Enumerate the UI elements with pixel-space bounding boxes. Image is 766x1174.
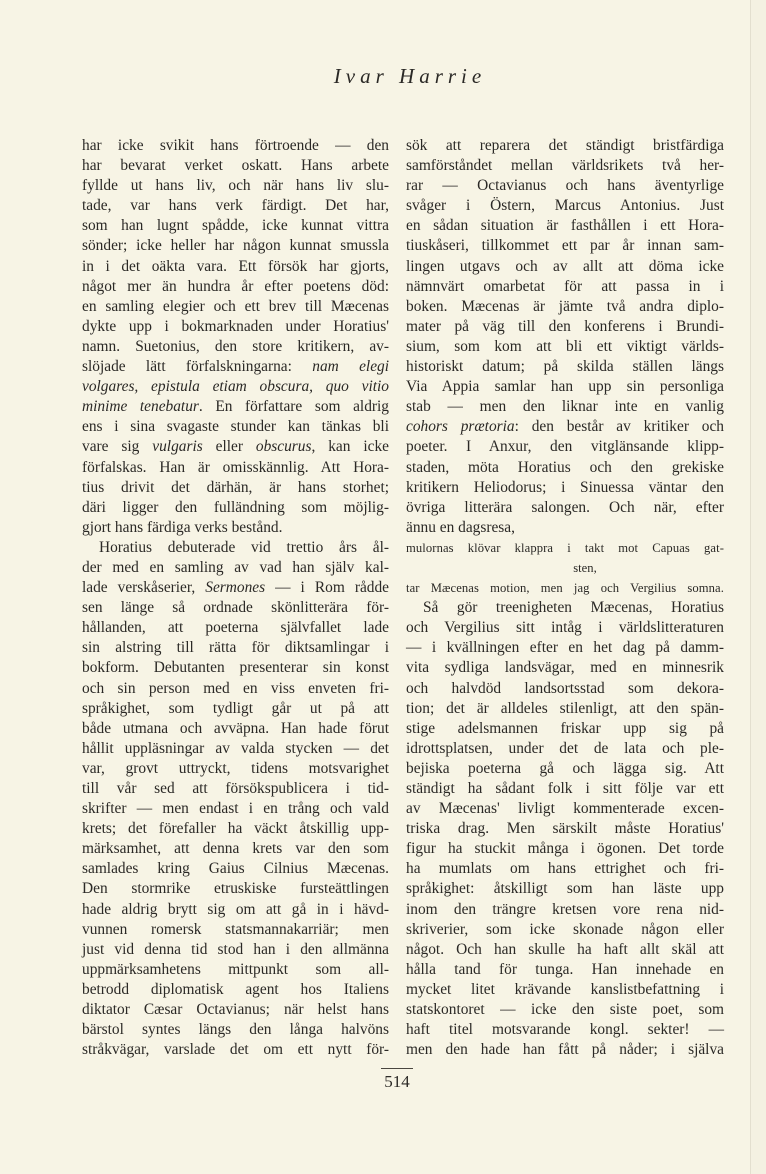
text-segment: hade aldrig brytt sig om att gå in i hävd- [82,900,389,918]
text-segment: något. Och han skulle ha haft allt skäl att [406,940,724,958]
text-segment: som han lugnt spådde, icke kunnat vittra [82,217,389,235]
text-line [406,779,724,799]
text-line [82,900,389,920]
text-line [406,759,724,779]
text-line [406,156,724,176]
text-segment: mulornas klövar klappra i takt mot Capuas gat- [406,540,724,555]
text-segment: men den hade han fått på nåder; i själva [406,1041,724,1059]
text-line [406,1000,724,1020]
text-segment: övriga litterära salongen. Och när, efter [406,498,724,516]
text-segment: Via Appia samlar han upp sin personliga [406,378,724,396]
text-line [82,558,389,578]
text-segment: samförståndet mellan världsrikets två her- [406,157,724,175]
text-segment: språkighet, som tydligt går ut på att [82,699,389,717]
text-segment: stråkvägar, varslade det om ett nytt för- [82,1041,389,1059]
text-line [406,920,724,940]
text-segment: och halvdöd landsortsstad som dekora- [406,679,724,697]
text-segment: staden, möta Horatius och den grekiske [406,458,724,476]
text-line [82,719,389,739]
text-segment: betrodd diplomatisk agent hos Italiens [82,980,389,998]
text-line [406,397,724,417]
text-segment: der med en samling av vad han själv kal- [82,558,389,576]
text-line [82,397,389,417]
text-segment: . En författare som aldrig [198,398,389,416]
text-segment: sönder; icke heller har någon kunnat smussla [82,237,389,255]
text-line [82,779,389,799]
text-segment: tion; det är alldeles stilenligt, att den spän- [406,699,724,717]
text-segment: poeter. I Anxur, den vitglänsande klipp- [406,438,724,456]
text-line [82,437,389,457]
italic-text: vulgaris [152,438,203,456]
text-segment: vunnen romersk statsmannakarriär; men [82,920,389,938]
text-line [82,518,389,538]
text-line [406,879,724,899]
text-line [82,819,389,839]
text-segment: en sådan situation är fasthållen i ett Hora- [406,217,724,235]
text-line [82,960,389,980]
text-line [406,377,724,397]
text-segment: sium, som kom att bli ett viktigt världs- [406,337,724,355]
text-segment: vita sydliga landsvägar, med en minnesrik [406,659,724,677]
text-line [82,196,389,216]
text-segment: och Vergilius sitt intåg i världslitteraturen [406,619,724,637]
text-line [82,277,389,297]
text-line [82,920,389,940]
text-line [406,1040,724,1060]
text-segment: : den består av kritiker och [514,418,724,436]
text-segment: tade, var hans verk färdigt. Det har, [82,197,389,215]
text-line [82,478,389,498]
text-segment: tiuskåseri, tillkommet ett par år innan sam- [406,237,724,255]
text-segment: var, grovt uttryckt, tidens motsvarighet [82,759,389,777]
text-segment: stige adelsmannen friskar upp sig på [406,719,724,737]
text-line [82,538,389,558]
text-segment: sök att reparera det ständigt bristfärdiga [406,137,724,154]
text-segment: och sin person med en viss enveten fri- [82,679,389,697]
text-line [82,297,389,317]
text-segment: eller [202,438,256,456]
text-line [82,498,389,518]
text-line [406,859,724,879]
text-line [406,498,724,518]
text-segment: mycket litet krävande kanslistbefattning i [406,980,724,998]
text-segment: rar — Octavianus och hans äventyrlige [406,177,724,195]
text-segment: slöjade lätt förfalskningarna: [82,358,313,376]
text-segment: tar Mæcenas motion, men jag och Vergilius somna. [406,581,724,596]
text-segment: bejiska poeterna gå och lägga sig. Att [406,759,724,777]
verse-line [406,538,724,558]
text-segment: idrottsplatsen, under det de lata och ple- [406,739,724,757]
text-segment: tius drivit det därhän, är hans storhet; [82,478,389,496]
text-line [406,136,724,156]
text-column-left [82,136,389,1060]
text-line [82,317,389,337]
text-line [406,216,724,236]
text-line [406,679,724,699]
verse-line [406,578,724,598]
text-segment: mater på väg till den konferens i Brundi- [406,317,724,335]
text-segment: har icke svikit hans förtroende — den [82,137,389,154]
text-segment: sten, [573,560,597,575]
text-line [406,257,724,277]
text-line [406,1020,724,1040]
text-line [406,277,724,297]
text-line [82,879,389,899]
text-segment: ständigt ha sådant folk i sitt följe var ett [406,780,724,797]
text-line [406,980,724,1000]
text-segment: sin alstring till rätta för diktsamlingar i [82,639,389,657]
text-line [82,136,389,156]
text-line [406,337,724,357]
text-segment: av Mæcenas' livligt kommenterade excen- [406,800,724,818]
text-line [406,478,724,498]
text-line [406,719,724,739]
text-line [82,176,389,196]
text-segment: ännu en dagsresa, [406,518,515,536]
text-line [82,216,389,236]
text-segment: in i det oäkta vara. Ett försök har gjorts, [82,257,389,275]
text-segment: hållit uppläsningar av valda stycken — det [82,739,389,757]
text-segment: stab — men den liknar inte en vanlig [406,398,724,416]
text-line [406,417,724,437]
text-segment: märksamhet, att denna krets var den som [82,840,389,858]
text-line [406,739,724,759]
text-segment: dykte upp i bokmarknaden under Horatius' [82,317,389,335]
text-segment: till vår sed att försökspublicera i tid- [82,780,389,797]
text-segment: haft titel motsvarande kongl. sekter! — [406,1021,724,1039]
text-segment: samlades kring Gaius Cilnius Mæcenas. [82,860,389,878]
text-line [82,1040,389,1060]
text-segment: lade verskåserier, [82,579,206,597]
text-segment: uppmärksamhetens mittpunkt som all- [82,960,389,978]
text-line [406,317,724,337]
text-segment: hållanden, att poeterna självfallet lade [82,619,389,637]
text-line [82,658,389,678]
text-segment: , kan icke [311,438,389,456]
text-segment: Horatius debuterade vid trettio års ål- [99,538,389,556]
text-line [82,236,389,256]
text-segment: inom den trängre kretsen vore rena nid- [406,900,724,918]
text-segment: — i Rom rådde [265,579,389,597]
text-line [82,357,389,377]
text-segment: bokform. Debutanten presenterar sin konst [82,659,389,677]
text-segment: diktator Cæsar Octavianus; när helst hans [82,1001,389,1019]
verse-line [406,558,724,578]
text-segment: figur ha stuckit många i ögonen. Det torde [406,840,724,858]
text-column-right [406,136,724,1060]
text-line [82,458,389,478]
text-segment: fyllde ut hans liv, och när hans liv slu- [82,177,389,195]
italic-text: obscurus [255,438,312,456]
text-segment: en samling elegier och ett brev till Mæcenas [82,297,389,315]
text-segment: däri ligger den fulländning som möjlig- [82,498,389,516]
text-segment: triska drag. Men särskilt måste Horatius' [406,820,724,838]
text-line [82,759,389,779]
text-line [82,859,389,879]
text-line [82,598,389,618]
text-line [406,518,724,538]
text-segment: vare sig [82,438,153,456]
text-line [406,357,724,377]
text-segment: statskontoret — icke den siste poet, som [406,1001,724,1019]
text-segment: namn. Suetonius, den store kritikern, av- [82,337,389,355]
text-segment: förfalskas. Han är omisskännlig. Att Hora- [82,458,389,476]
text-line [82,940,389,960]
text-line [406,960,724,980]
text-segment: krets; det förefaller ha väckt åtskillig upp- [82,820,389,838]
text-line [406,297,724,317]
text-segment: Den stormrike etruskiske fursteättlingen [82,880,389,898]
text-line [406,839,724,859]
italic-text: volgares, epistula etiam obscura, quo vitio [82,378,389,396]
text-line [406,819,724,839]
text-segment: något mer än hundra år efter poetens död: [82,277,389,295]
folio-rule [381,1068,413,1069]
text-segment: både utmana och avväpna. Han hade förut [82,719,389,737]
text-line [82,337,389,357]
text-segment: skriverier, som icke skonade någon eller [406,920,724,938]
text-line [406,699,724,719]
text-line [406,196,724,216]
text-line [82,638,389,658]
text-line [406,940,724,960]
italic-text: cohors prætoria [406,418,515,436]
text-segment: gjort hans färdiga verks bestånd. [82,518,283,536]
text-line [406,176,724,196]
text-line [406,236,724,256]
text-segment: boken. Mæcenas är jämte två andra diplo- [406,297,724,315]
text-line [82,739,389,759]
text-line [406,638,724,658]
text-line [82,618,389,638]
italic-text: Sermones [205,579,266,597]
text-line [406,658,724,678]
text-segment: — i kvällningen efter en het dag på damm- [406,639,724,657]
running-head-author: Ivar Harrie [333,64,487,88]
text-segment: historiskt datum; på skilda ställen längs [406,358,724,376]
text-segment: lingen utgavs och av allt att döma icke [406,257,724,275]
text-segment: Så gör treenigheten Mæcenas, Horatius [423,599,724,617]
text-line [406,458,724,478]
text-line [82,839,389,859]
text-line [406,437,724,457]
text-segment: har bevarat verket oskatt. Hans arbete [82,157,389,175]
italic-text: minime tenebatur [82,398,199,416]
text-line [406,598,724,618]
italic-text: nam elegi [312,358,390,376]
text-segment: skrifter — men endast i en trång och vald [82,800,389,818]
text-segment: nämnvärt omarbetat för att passa in i [406,277,724,295]
text-segment: ha mumlats om hans ettrighet och fri- [406,860,724,878]
text-line [82,679,389,699]
text-segment: ens i sina svagaste stunder kan tänkas bli [82,418,389,436]
text-line [82,1000,389,1020]
text-segment: kritikern Heliodorus; i Sinuessa väntar den [406,478,724,496]
text-line [406,618,724,638]
text-line [406,799,724,819]
text-segment: sen länge så ordnade skönlitterära för- [82,599,389,617]
page-number: 514 [384,1072,410,1091]
text-line [82,257,389,277]
text-line [82,377,389,397]
text-line [82,799,389,819]
text-segment: bärstol syntes längs den långa halvöns [82,1021,389,1039]
text-segment: svåger i Östern, Marcus Antonius. Just [406,197,724,215]
text-line [82,417,389,437]
text-segment: hålla tand för tunga. Han innehade en [406,960,724,978]
text-segment: språkighet: åtskilligt som han läste upp [406,880,724,898]
text-line [82,699,389,719]
text-line [82,578,389,598]
text-line [406,900,724,920]
text-line [82,1020,389,1040]
text-line [82,156,389,176]
text-segment: just vid denna tid stod han i den allmänna [82,940,389,958]
text-line [82,980,389,1000]
